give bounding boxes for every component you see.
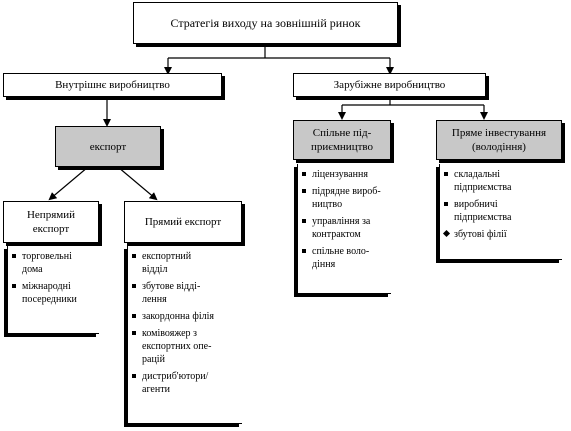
indirect-export-label: Непрямий експорт (26, 209, 75, 235)
strategy-title-box (133, 2, 398, 44)
joint-venture-list (297, 164, 391, 294)
list-item: виробничі підприємства (440, 198, 562, 224)
list-item: спільне воло- діння (298, 245, 391, 271)
indirect-export-box (3, 201, 99, 243)
list-item: міжнародні посередники (8, 280, 99, 306)
list-item: збутові філії (440, 228, 562, 241)
direct-export-label: Прямий експорт (144, 216, 222, 228)
export-label: експорт (89, 140, 127, 153)
direct-investment-box (436, 120, 562, 160)
foreign-production-box (293, 73, 486, 97)
direct-export-list (127, 246, 242, 424)
domestic-production-box (3, 73, 222, 97)
direct-investment-list (439, 164, 562, 260)
strategy-title: Стратегія виходу на зовнішній ринок (170, 16, 361, 30)
list-item: збутове відді- лення (128, 280, 242, 306)
foreign-production-label: Зарубіжне виробництво (333, 79, 446, 91)
joint-venture-box (293, 120, 391, 160)
list-item: ліцензування (298, 168, 391, 181)
list-item: складальні підприємства (440, 168, 562, 194)
list-item: експортний відділ (128, 250, 242, 276)
export-box (55, 126, 161, 167)
list-item: дистриб'ютори/ агенти (128, 370, 242, 396)
domestic-production-label: Внутрішнє виробництво (55, 79, 170, 91)
direct-investment-label: Пряме інвестування (володіння) (451, 127, 547, 153)
indirect-export-list (7, 246, 99, 334)
direct-export-box (124, 201, 242, 243)
list-item: комівояжер з експортних опе- рацій (128, 327, 242, 366)
list-item: підрядне вироб- ництво (298, 185, 391, 211)
list-item: торговельні дома (8, 250, 99, 276)
list-item: закордонна філія (128, 310, 242, 323)
list-item: управління за контрактом (298, 215, 391, 241)
joint-venture-label: Спільне під- приємництво (310, 127, 374, 153)
